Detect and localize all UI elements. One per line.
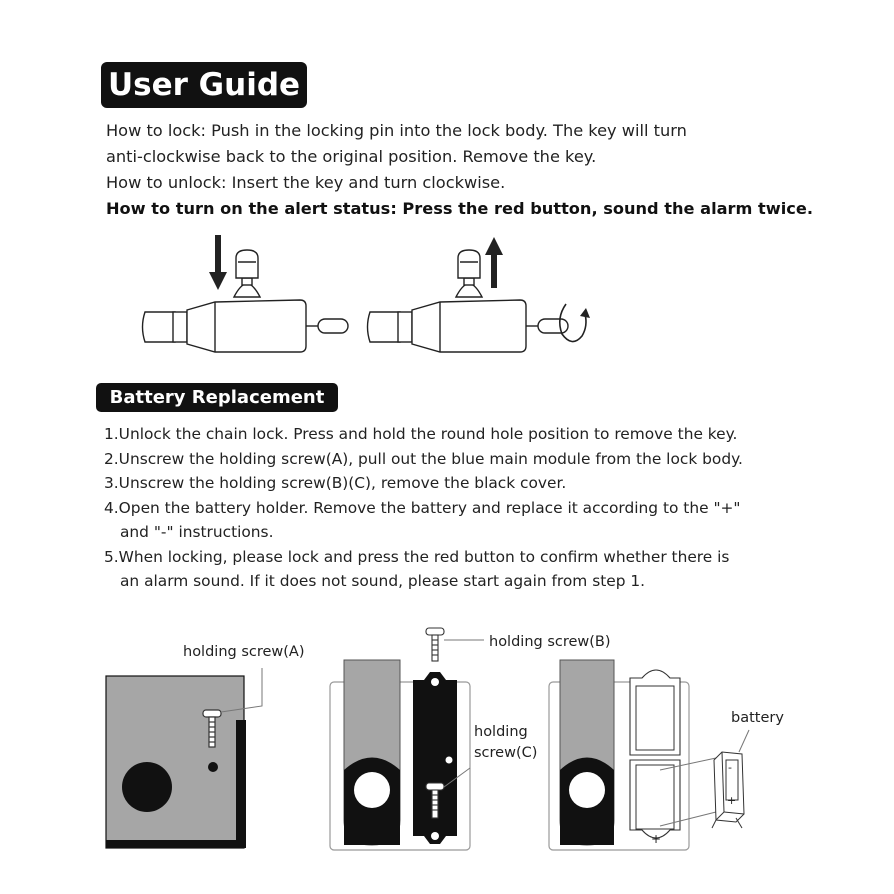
battery-plus-sign: + [727, 794, 737, 807]
tube-collar [173, 312, 187, 342]
cover-hole-side [446, 757, 453, 764]
step-4: 4.Open the battery holder. Remove the battery and replace it according to the "+" [104, 498, 741, 517]
battery-label: battery [731, 710, 784, 726]
tube-collar-2 [398, 312, 412, 342]
module-hole-2 [569, 772, 605, 808]
key-neck-2 [464, 278, 474, 285]
unlock-diagram [368, 237, 591, 352]
alert-instruction: How to turn on the alert status: Press the red button, sound the alarm twice. [106, 199, 813, 218]
lock-diagram [143, 235, 349, 352]
step-3: 3.Unscrew the holding screw(B)(C), remove the black cover. [104, 474, 567, 492]
cover-hole-bottom [431, 832, 439, 840]
key-head-2 [458, 250, 480, 278]
plus-sign: + [651, 832, 662, 846]
pull-up-arrow-icon [485, 237, 503, 288]
screw-c-label-line-2: screw(C) [474, 745, 538, 761]
key-hole [122, 762, 172, 812]
module-hole [354, 772, 390, 808]
lock-body-panel [106, 676, 244, 848]
step-4-continued: and "-" instructions. [120, 523, 274, 541]
key-head [236, 250, 258, 278]
battery-slot-bottom-inner [636, 765, 674, 829]
screw-a-label: holding screw(A) [183, 644, 305, 660]
lock-body-2 [412, 300, 526, 352]
user-guide-title: User Guide [101, 62, 307, 108]
locking-pin-2 [538, 319, 568, 333]
step-1: 1.Unlock the chain lock. Press and hold the round hole position to remove the key. [104, 425, 738, 443]
push-down-arrow-icon [209, 235, 227, 290]
screw-b-label: holding screw(B) [489, 634, 611, 650]
chain-tube-2 [368, 312, 401, 342]
battery-slot-top-inner [636, 686, 674, 750]
lock-instruction-line-2: anti-clockwise back to the original position. Remove the key. [106, 147, 597, 166]
battery-minus-sign: - [728, 761, 732, 774]
body-bottom-edge [106, 840, 246, 848]
key-neck [242, 278, 252, 285]
battery-replacement-title: Battery Replacement [96, 383, 338, 412]
panel-battery-holder [549, 660, 749, 850]
screw-b-icon [426, 628, 444, 661]
step-5: 5.When locking, please lock and press the red button to confirm whether there is [104, 547, 730, 566]
panel-module-cover [330, 628, 484, 850]
panel-lock-body [106, 668, 262, 848]
lock-instruction-line-1: How to lock: Push in the locking pin into the lock body. The key will turn [106, 121, 687, 140]
chain-tube [143, 312, 176, 342]
body-edge [236, 720, 246, 848]
unlock-instruction: How to unlock: Insert the key and turn clockwise. [106, 173, 506, 192]
battery-steps [104, 422, 864, 594]
battery-label-leader [739, 730, 749, 752]
step-5-continued: an alarm sound. If it does not sound, please start again from step 1. [120, 572, 646, 590]
rotate-arrowhead-icon [580, 308, 590, 318]
step-2: 2.Unscrew the holding screw(A), pull out the blue main module from the lock body. [104, 449, 743, 468]
cover-hole-top [431, 678, 439, 686]
screw-c-label-line-1: holding [474, 724, 528, 740]
locking-pin [318, 319, 348, 333]
small-hole [208, 762, 218, 772]
lock-body [187, 300, 306, 352]
